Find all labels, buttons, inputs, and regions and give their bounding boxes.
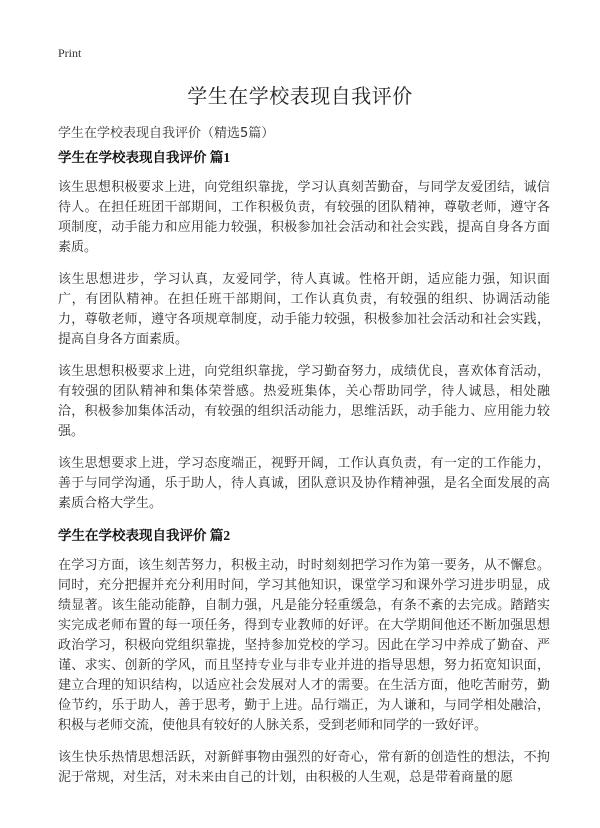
document-body: [58, 148, 550, 800]
document-subtitle: 学生在学校表现自我评价（精选5篇）: [58, 126, 275, 141]
section-heading: 学生在学校表现自我评价 篇2: [58, 528, 231, 543]
paragraph: 该生思想积极要求上进，向党组织靠拢，学习勤奋努力，成绩优良，喜欢体育活动，有较强的团队精神和集体荣誉感。热爱班集体，关心帮助同学，待人诚恳，相处融洽，积极参加集体活动，有较强的组织活动能力，思维活跃，动手能力、应用能力较强。: [58, 364, 550, 439]
paragraph: 该生思想积极要求上进，向党组织靠拢，学习认真刻苦勤奋，与同学友爱团结，诚信待人。在担任班团干部期间，工作积极负责，有较强的团队精神，尊敬老师，遵守各项制度，动手能力和应用能力较强，积极参加社会活动和社会实践，提高自身各方面素质。: [58, 180, 550, 255]
section-1: [58, 148, 550, 514]
print-link[interactable]: Print: [58, 46, 82, 60]
section-heading: 学生在学校表现自我评价 篇1: [58, 150, 231, 165]
document-title: 学生在学校表现自我评价: [187, 84, 413, 108]
paragraph: 在学习方面，该生刻苦努力，积极主动，时时刻刻把学习作为第一要务，从不懈怠。同时，充分把握并充分利用时间，学习其他知识，课堂学习和课外学习进步明显，成绩显著。该生能动能静，自制力强，凡是能分轻重缓急，有条不紊的去完成。踏踏实实完成老师布置的每一项任务，得到专业教师的好评。在大学期间他还不断加强思想政治学习，积极向党组织靠拢，坚持参加党校的学习。因此在学习中养成了勤奋、严谨、求实、创新的学风，而且坚持专业与非专业并进的指导思想，努力拓宽知识面，建立合理的知识结构，以适应社会发展对人才的需要。在生活方面，他吃苦耐劳，勤俭节约，乐于助人，善于思考，勤于上进。品行端正，为人谦和，与同学相处融洽，积极与老师交流，使他具有较好的人脉关系，受到老师和同学的一致好评。: [58, 558, 550, 733]
paragraph: 该生思想进步，学习认真，友爱同学，待人真诚。性格开朗，适应能力强，知识面广，有团队精神。在担任班干部期间，工作认真负责，有较强的组织、协调活动能力，尊敬老师，遵守各项规章制度，动手能力较强，积极参加社会活动和社会实践，提高自身各方面素质。: [58, 272, 550, 347]
paragraph: 该生快乐热情思想活跃，对新鲜事物由强烈的好奇心，常有新的创造性的想法，不拘泥于常规，对生活，对未来由自己的计划，由积极的人生观，总是带着商量的愿: [58, 750, 550, 785]
paragraph: 该生思想要求上进，学习态度端正，视野开阔，工作认真负责，有一定的工作能力，善于与同学沟通，乐于助人，待人真诚，团队意识及协作精神强，是名全面发展的高素质合格大学生。: [58, 456, 550, 511]
section-2: [58, 526, 550, 788]
